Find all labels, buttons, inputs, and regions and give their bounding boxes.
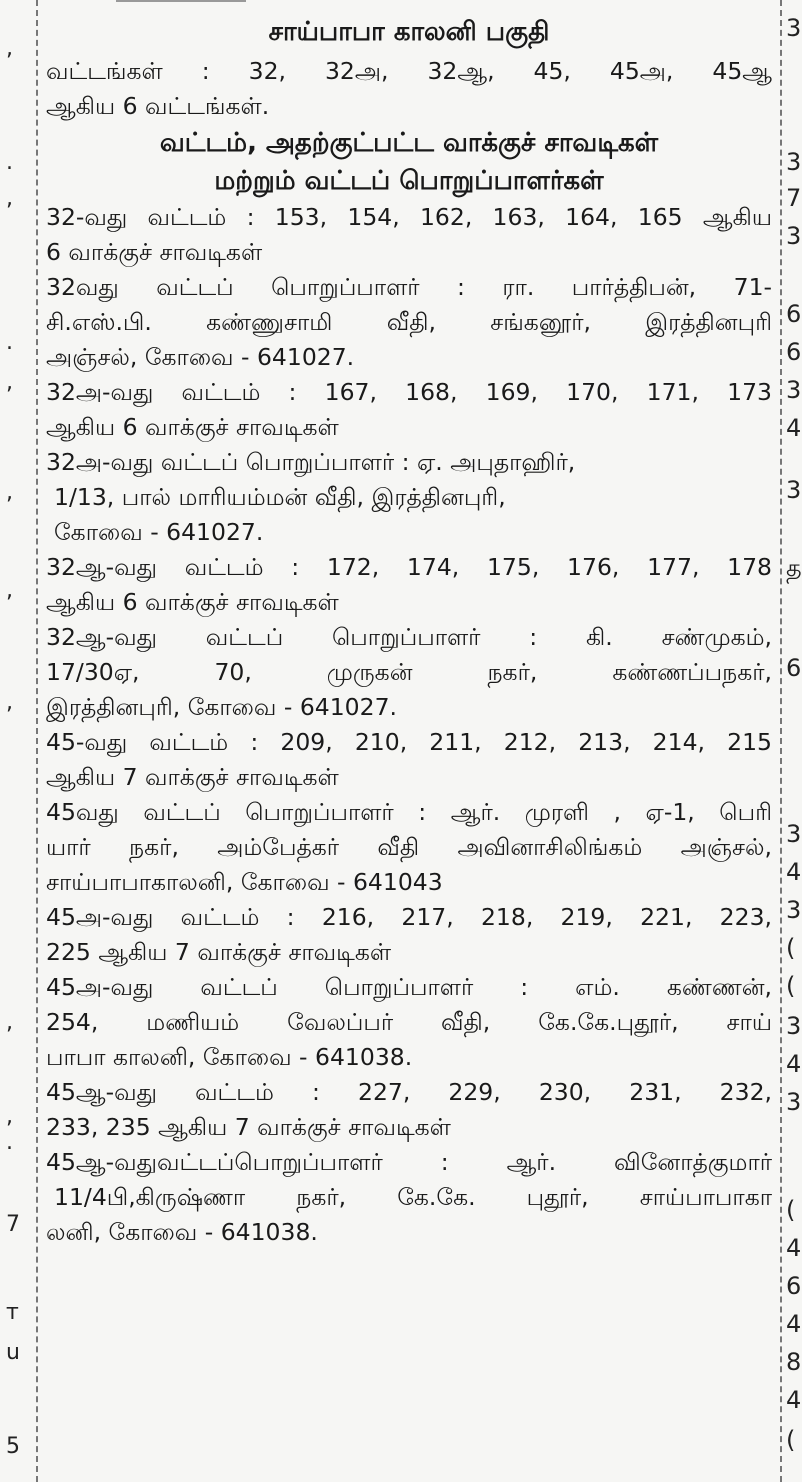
entry-line: 45அ-வது வட்டப் பொறுப்பாளர் : எம். கண்ணன், [46, 973, 772, 1001]
entry-line: 6 வாக்குச் சாவடிகள் [46, 238, 263, 266]
left-column-fragment: , . , . , , , , , , . 7 т u 5 [6, 36, 20, 1459]
entry-line: 32-வது வட்டம் : 153, 154, 162, 163, 164, 165 ஆகிய [46, 203, 772, 231]
entry-line: 32வது வட்டப் பொறுப்பாளர் : ரா. பார்த்திபன், 71- [46, 273, 772, 301]
ward-entry-3 [46, 550, 772, 620]
section-title: சாய்பாபா காலனி பகுதி [268, 17, 550, 47]
entry-line: அஞ்சல், கோவை - 641027. [46, 343, 355, 371]
entry-line: 45வது வட்டப் பொறுப்பாளர் : ஆர். முரளி , ஏ-1, பெரி [46, 798, 772, 826]
subheading-line-1: வட்டம், அதற்குட்பட்ட வாக்குச் சாவடிகள் [159, 128, 659, 158]
entry-line: 45-வது வட்டம் : 209, 210, 211, 212, 213, 214, 215 [46, 728, 772, 756]
ward-incharge-2 [46, 445, 772, 550]
entry-line: 45அ-வது வட்டம் : 216, 217, 218, 219, 221, 223, [46, 903, 772, 931]
entry-line: ஆகிய 6 வாக்குச் சாவடிகள் [46, 588, 339, 616]
entry-line: 45ஆ-வதுவட்டப்பொறுப்பாளர் : ஆர். வினோத்குமார் [46, 1148, 772, 1176]
ward-incharge-5 [46, 970, 772, 1075]
entry-line: 254, மணியம் வேலப்பர் வீதி, கே.கே.புதூர், சாய் [46, 1008, 772, 1036]
entry-line: ஆகிய 6 வாக்குச் சாவடிகள் [46, 413, 339, 441]
subheading-line-2: மற்றும் வட்டப் பொறுப்பாளர்கள் [214, 166, 604, 196]
entry-line: கோவை - 641027. [54, 518, 264, 546]
entry-line: சி.எஸ்.பி. கண்ணுசாமி வீதி, சங்கனூர், இரத்தினபுரி [46, 308, 772, 336]
wards-intro-line-2: ஆகிய 6 வட்டங்கள். [46, 92, 270, 120]
entry-line: 233, 235 ஆகிய 7 வாக்குச் சாவடிகள் [46, 1113, 451, 1141]
ward-entry-6 [46, 1075, 772, 1145]
entry-line: 32ஆ-வது வட்டப் பொறுப்பாளர் : கி. சண்முகம், [46, 623, 772, 651]
entry-line: 225 ஆகிய 7 வாக்குச் சாவடிகள் [46, 938, 392, 966]
entry-line: இரத்தினபுரி, கோவை - 641027. [46, 693, 398, 721]
entry-line: ஆகிய 7 வாக்குச் சாவடிகள் [46, 763, 339, 791]
entry-line: சாய்பாபாகாலனி, கோவை - 641043 [46, 868, 443, 896]
entry-line: 1/13, பால் மாரியம்மன் வீதி, இரத்தினபுரி, [54, 483, 506, 511]
ward-incharge-1 [46, 270, 772, 375]
ward-incharge-6 [46, 1145, 772, 1250]
entry-line: 45ஆ-வது வட்டம் : 227, 229, 230, 231, 232, [46, 1078, 772, 1106]
article-column [46, 0, 772, 1482]
entry-line: 17/30ஏ, 70, முருகன் நகர், கண்ணப்பநகர், [46, 658, 772, 686]
right-column-fragment: 3 3 7 3 6 6 3 4 3 த 6 3 4 3 ( ( 3 4 3 ( 4 6 4 8 4 ( [786, 14, 802, 1454]
entry-line: 11/4பி,கிருஷ்ணா நகர், கே.கே. புதூர், சாய்பாபாகா [54, 1183, 772, 1211]
ward-entry-4 [46, 725, 772, 795]
entry-line: பாபா காலனி, கோவை - 641038. [46, 1043, 413, 1071]
left-column-divider [36, 0, 38, 1482]
ward-incharge-4 [46, 795, 772, 900]
entry-line: யார் நகர், அம்பேத்கர் வீதி அவினாசிலிங்கம் அஞ்சல், [46, 833, 772, 861]
ward-entry-1 [46, 200, 772, 270]
wards-intro-line-1: வட்டங்கள் : 32, 32அ, 32ஆ, 45, 45அ, 45ஆ [46, 57, 772, 85]
ward-entry-2 [46, 375, 772, 445]
ward-incharge-3 [46, 620, 772, 725]
entry-line: 32அ-வது வட்டப் பொறுப்பாளர் : ஏ. அபுதாஹிர், [46, 448, 576, 476]
ward-entry-5 [46, 900, 772, 970]
entry-line: லனி, கோவை - 641038. [46, 1218, 318, 1246]
top-rule [116, 0, 246, 6]
entry-line: 32அ-வது வட்டம் : 167, 168, 169, 170, 171, 173 [46, 378, 772, 406]
entry-line: 32ஆ-வது வட்டம் : 172, 174, 175, 176, 177, 178 [46, 553, 772, 581]
right-column-divider [780, 0, 782, 1482]
